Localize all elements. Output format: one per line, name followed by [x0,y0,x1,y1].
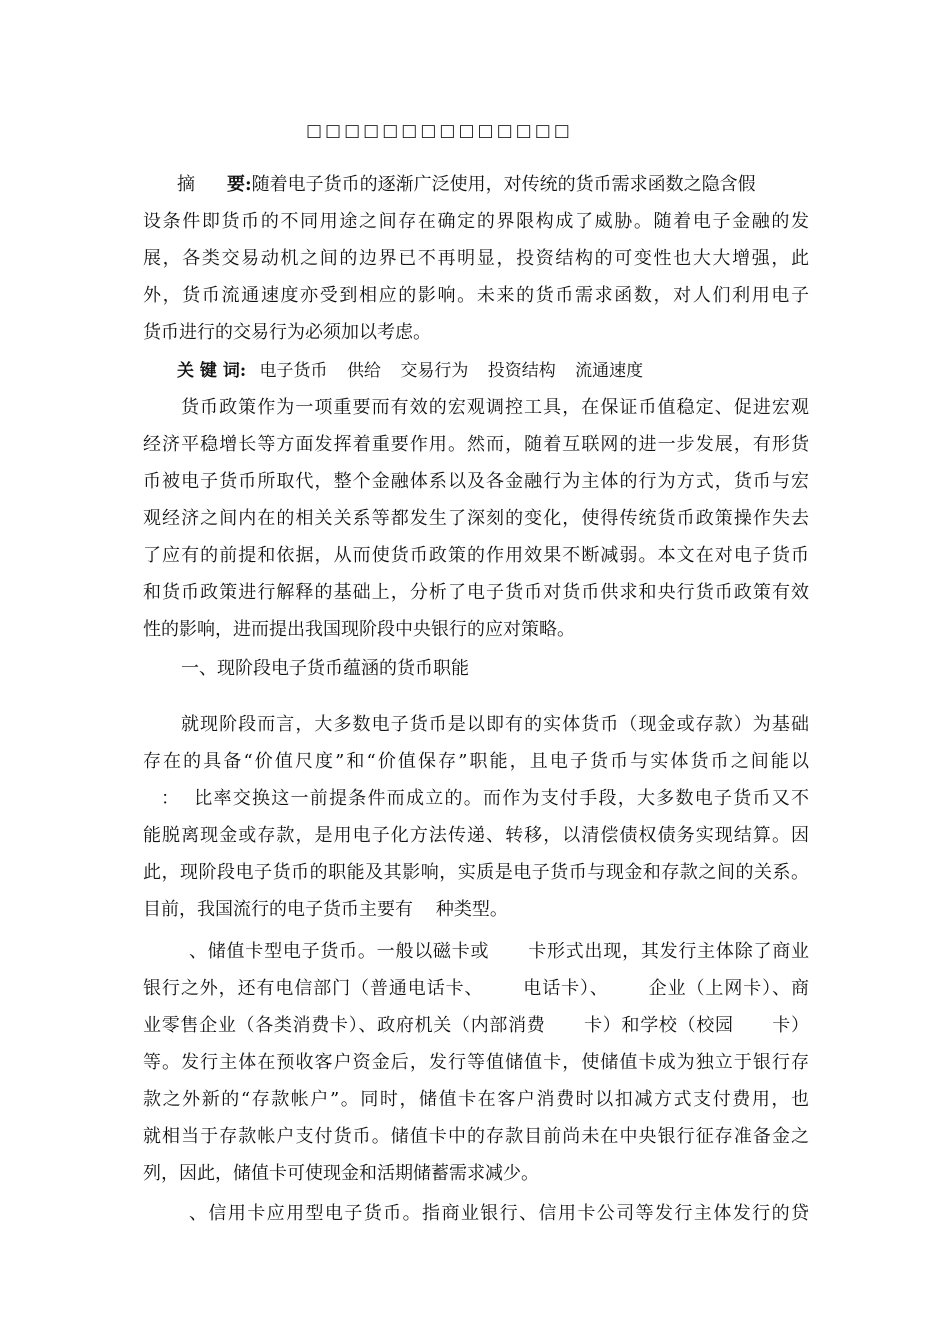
stored-value-line-3: 业零售企业（各类消费卡）、政府机关（内部消费 卡）和学校（校园 卡） [143,1015,809,1036]
intro-line-1: 货币政策作为一项重要而有效的宏观调控工具，在保证币值稳定、促进宏观 [181,397,809,418]
stored-value-line-1: 、储值卡型电子货币。一般以磁卡或 卡形式出现，其发行主体除了商业 [189,941,809,962]
keyword-1: 电子货币 [259,361,328,381]
section1-line-2: 存在的具备“价值尺度”和“价值保存”职能，且电子货币与实体货币之间能以 [143,751,809,772]
section1-line-4: 能脱离现金或存款，是用电子化方法传递、转移，以清偿债权债务实现结算。因 [143,825,809,846]
section1-line-5: 此，现阶段电子货币的职能及其影响，实质是电子货币与现金和存款之间的关系。 [143,862,809,883]
abstract-line-4: 外，货币流通速度亦受到相应的影响。未来的货币需求函数，对人们利用电子 [143,285,809,306]
abstract-label-char-1: 摘 [177,174,195,195]
stored-value-line-4: 等。发行主体在预收客户资金后，发行等值储值卡，使储值卡成为独立于银行存 [143,1052,809,1073]
abstract-line-5: 货币进行的交易行为必须加以考虑。 [143,322,431,343]
abstract-line-1 [177,173,809,197]
document-title: □□□□□□□□□□□□□□ [306,121,573,141]
keyword-2: 供给 [346,361,381,381]
intro-line-7: 性的影响，进而提出我国现阶段中央银行的应对策略。 [143,619,575,640]
abstract-label-char-2: 要: [227,174,252,195]
stored-value-line-5: 款之外新的“存款帐户”。同时，储值卡在客户消费时以扣减方式支付费用，也 [143,1089,809,1110]
stored-value-line-2: 银行之外，还有电信部门（普通电话卡、 电话卡）、 企业（上网卡）、商 [143,978,809,999]
abstract-line-2: 设条件即货币的不同用途之间存在确定的界限构成了威胁。随着电子金融的发 [143,211,809,232]
intro-line-2: 经济平稳增长等方面发挥着重要作用。然而，随着互联网的进一步发展，有形货 [143,434,809,455]
section-heading: 一、现阶段电子货币蕴涵的货币职能 [181,658,469,679]
stored-value-line-7: 列，因此，储值卡可使现金和活期储蓄需求减少。 [143,1163,539,1184]
credit-card-line-1: 、信用卡应用型电子货币。指商业银行、信用卡公司等发行主体发行的贷 [189,1203,809,1224]
intro-line-6: 和货币政策进行解释的基础上，分析了电子货币对货币供求和央行货币政策有效 [143,582,809,603]
stored-value-line-6: 就相当于存款帐户支付货币。储值卡中的存款目前尚未在中央银行征存准备金之 [143,1126,809,1147]
intro-line-5: 了应有的前提和依据，从而使货币政策的作用效果不断减弱。本文在对电子货币 [143,545,809,566]
keyword-4: 投资结构 [487,361,556,381]
section1-line-6: 目前，我国流行的电子货币主要有 种类型。 [143,899,508,920]
abstract-line-3: 展，各类交易动机之间的边界已不再明显，投资结构的可变性也大大增强，此 [143,248,809,269]
keywords-label: 关 键 词: [177,361,247,381]
abstract-text-1: 随着电子货币的逐渐广泛使用，对传统的货币需求函数之隐含假 [251,174,756,195]
intro-line-4: 观经济之间内在的相关关系等都发生了深刻的变化，使得传统货币政策操作失去 [143,508,809,529]
keyword-5: 流通速度 [575,361,644,381]
intro-line-3: 币被电子货币所取代，整个金融体系以及各金融行为主体的行为方式，货币与宏 [143,471,809,492]
section1-line-1: 就现阶段而言，大多数电子货币是以即有的实体货币（现金或存款）为基础 [181,714,809,735]
keyword-3: 交易行为 [400,361,469,381]
keywords-line [177,359,843,383]
section1-line-3: ： 比率交换这一前提条件而成立的。而作为支付手段，大多数电子货币又不 [161,788,809,809]
